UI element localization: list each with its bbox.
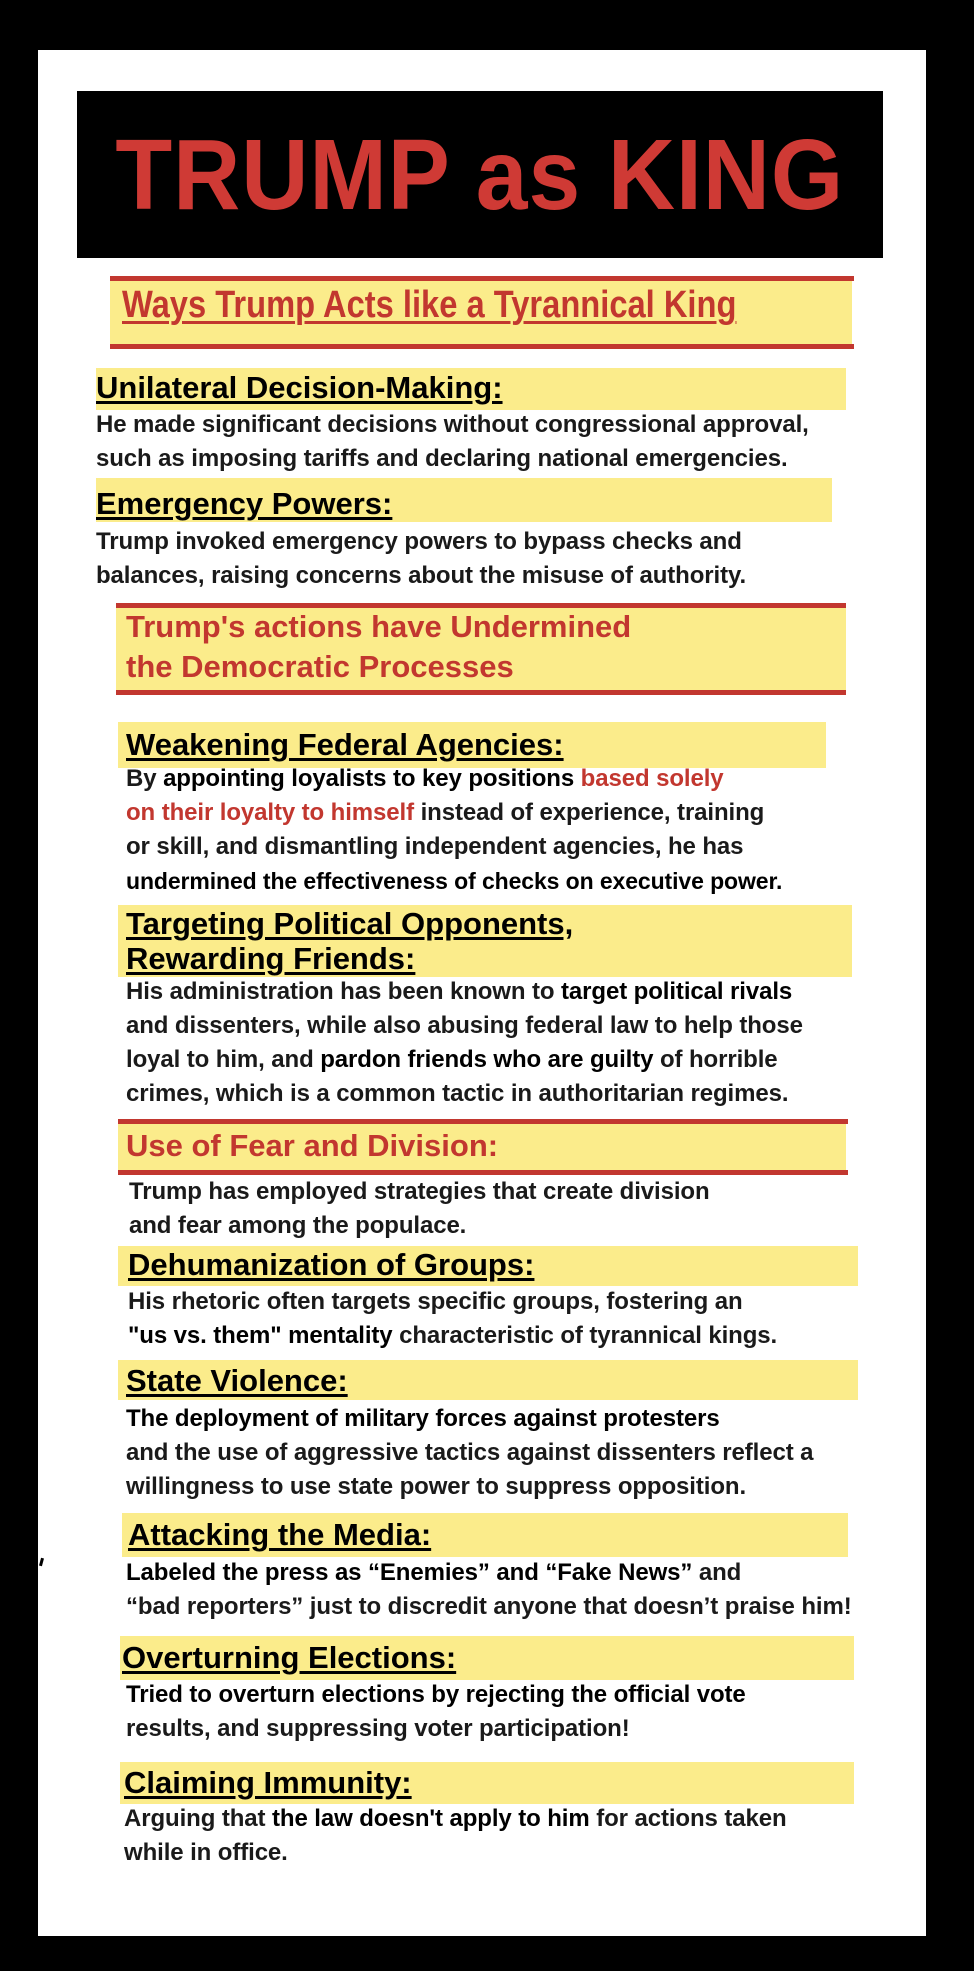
main-heading-top-rule — [110, 276, 854, 281]
undermined-line-2: the Democratic Processes — [126, 649, 514, 685]
undermined-line-1: Trump's actions have Undermined — [126, 609, 632, 644]
unilateral-line-1: He made significant decisions without congressional approval, — [96, 411, 809, 438]
emergency-line-1: Trump invoked emergency powers to bypass checks and — [96, 528, 742, 555]
immunity-line-2: while in office. — [124, 1839, 288, 1866]
weakening-line-1: By appointing loyalists to key positions based solely — [126, 765, 724, 792]
immunity-text — [124, 1802, 787, 1870]
targeting-text — [126, 975, 803, 1111]
unilateral-text — [96, 408, 809, 476]
unilateral-line-2: such as imposing tariffs and declaring national emergencies. — [96, 445, 788, 472]
poster-title: TRUMP as KING — [115, 118, 845, 231]
emergency-text — [96, 525, 746, 593]
dehumanization-line-2: "us vs. them" mentality characteristic of tyrannical kings. — [128, 1322, 778, 1349]
elections-text — [126, 1678, 746, 1746]
main-heading-bottom-rule — [110, 344, 854, 349]
targeting-line-2: and dissenters, while also abusing federal law to help those — [126, 1012, 803, 1039]
weakening-line-2: on their loyalty to himself instead of experience, training — [126, 799, 765, 826]
dehumanization-heading: Dehumanization of Groups: — [128, 1247, 535, 1282]
weakening-line-4: undermined the effectiveness of checks on executive power. — [126, 868, 783, 894]
media-line-1: Labeled the press as “Enemies” and “Fake News” and — [126, 1559, 742, 1586]
fear-text — [129, 1175, 710, 1243]
poster-page — [38, 50, 926, 1936]
elections-line-1: Tried to overturn elections by rejecting the official vote — [126, 1681, 746, 1708]
targeting-heading-line-2: Rewarding Friends: — [126, 941, 416, 977]
fear-line-2: and fear among the populace. — [129, 1212, 467, 1239]
immunity-line-1: Arguing that the law doesn't apply to him for actions taken — [124, 1805, 787, 1832]
unilateral-heading: Unilateral Decision-Making: — [96, 370, 503, 405]
dehumanization-line-1: His rhetoric often targets specific groups, fostering an — [128, 1288, 743, 1315]
targeting-heading-line-1: Targeting Political Opponents, — [126, 906, 574, 941]
fear-top-rule — [118, 1119, 848, 1124]
title-banner — [77, 91, 883, 258]
emergency-heading: Emergency Powers: — [96, 486, 393, 521]
weakening-heading: Weakening Federal Agencies: — [126, 727, 564, 762]
fear-heading: Use of Fear and Division: — [126, 1128, 499, 1163]
media-line-2: “bad reporters” just to discredit anyone that doesn’t praise him! — [126, 1593, 852, 1620]
elections-line-2: results, and suppressing voter participation! — [126, 1715, 630, 1742]
targeting-heading — [126, 906, 573, 976]
violence-line-3: willingness to use state power to suppress opposition. — [126, 1473, 747, 1500]
targeting-line-4: crimes, which is a common tactic in authoritarian regimes. — [126, 1080, 789, 1107]
weakening-line-3: or skill, and dismantling independent agencies, he has — [126, 833, 744, 860]
elections-heading: Overturning Elections: — [122, 1640, 457, 1675]
undermined-heading — [126, 607, 631, 688]
dehumanization-text — [128, 1285, 777, 1353]
media-text — [126, 1556, 852, 1624]
weakening-text — [126, 762, 782, 898]
fear-line-1: Trump has employed strategies that create division — [129, 1178, 710, 1205]
violence-line-1: The deployment of military forces against protesters — [126, 1405, 720, 1432]
media-heading: Attacking the Media: — [128, 1517, 432, 1552]
immunity-heading: Claiming Immunity: — [124, 1765, 412, 1800]
violence-text — [126, 1402, 813, 1504]
emergency-line-2: balances, raising concerns about the misuse of authority. — [96, 562, 747, 589]
violence-heading: State Violence: — [126, 1363, 348, 1398]
targeting-line-3: loyal to him, and pardon friends who are guilty of horrible — [126, 1046, 778, 1073]
main-heading: Ways Trump Acts like a Tyrannical King — [122, 284, 737, 326]
targeting-line-1: His administration has been known to target political rivals — [126, 978, 793, 1005]
violence-line-2: and the use of aggressive tactics against dissenters reflect a — [126, 1439, 814, 1466]
undermined-bottom-rule — [116, 690, 846, 695]
